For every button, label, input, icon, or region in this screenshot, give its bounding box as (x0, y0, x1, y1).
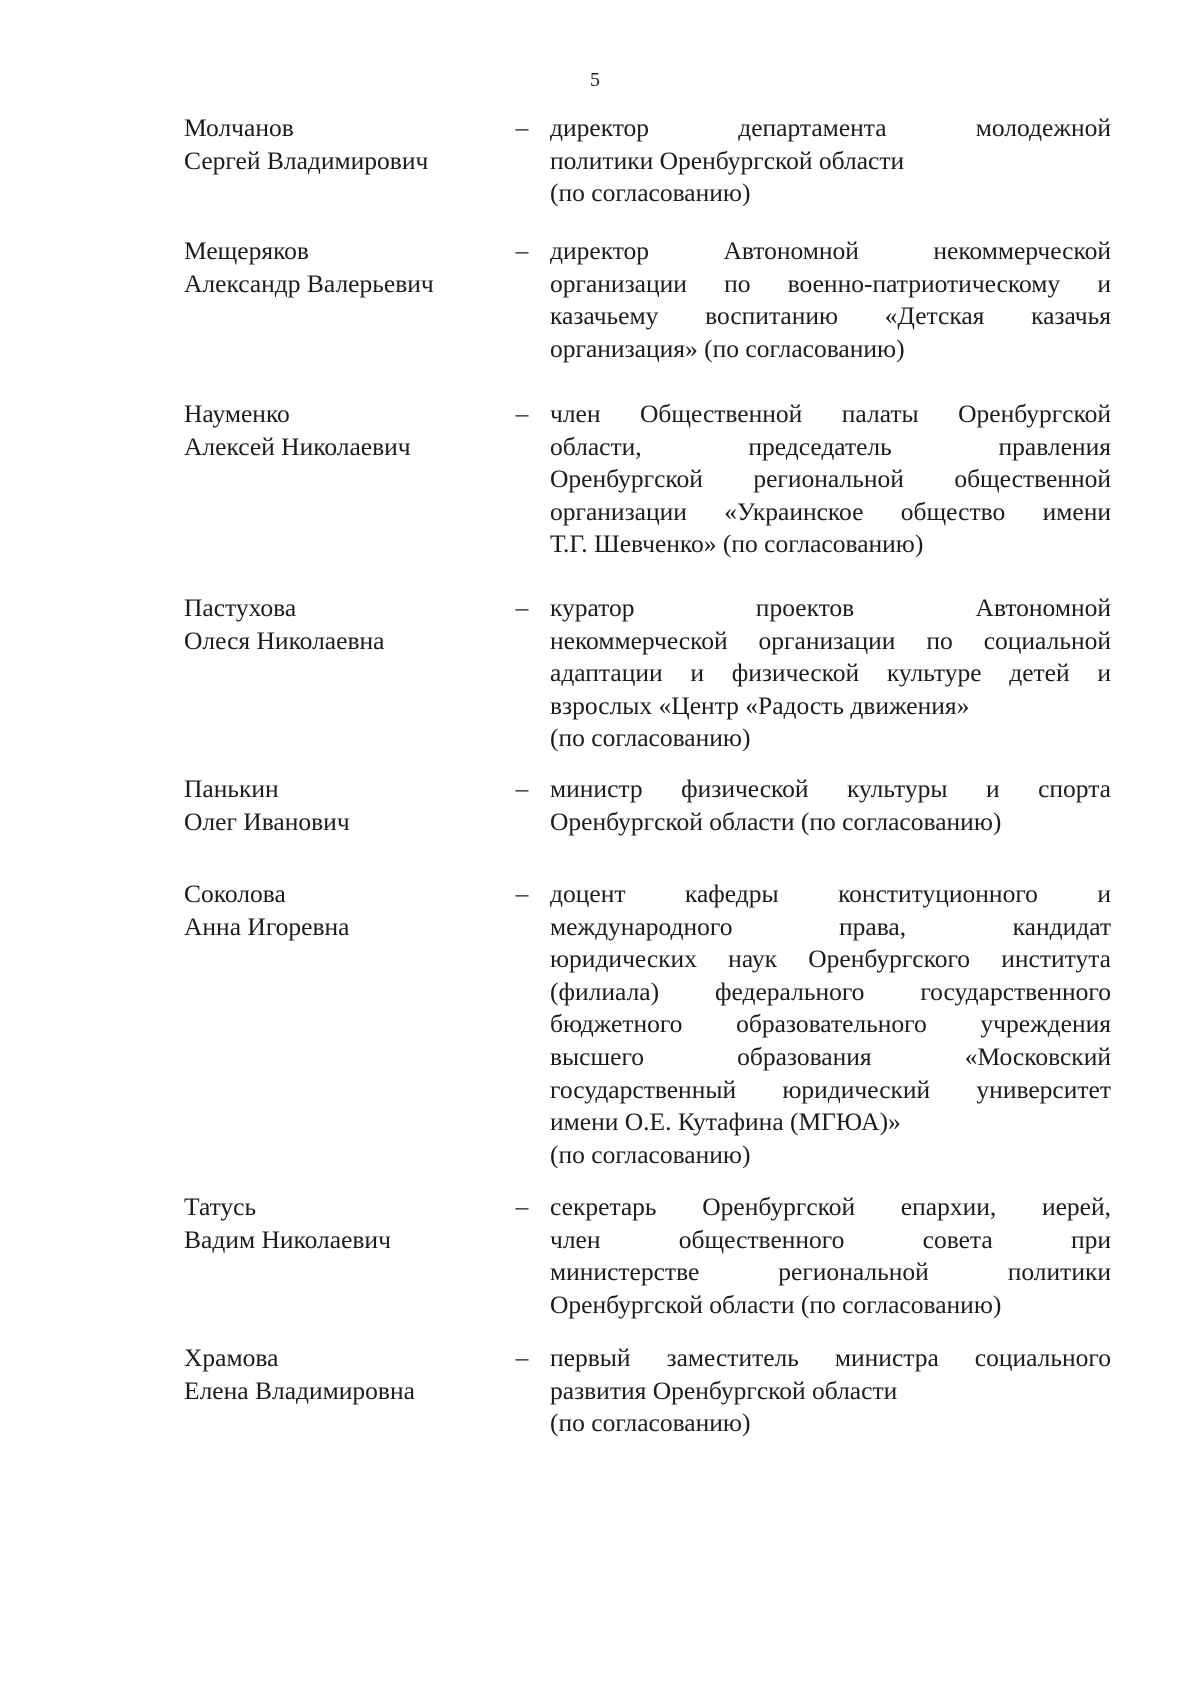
member-name (184, 773, 484, 838)
role-line: развития Оренбургской области (550, 1375, 898, 1405)
dash-separator: – (515, 1192, 529, 1221)
member-given-names: Олег Иванович (184, 806, 350, 836)
page-number: 5 (590, 69, 600, 91)
dash-separator: – (515, 399, 529, 428)
member-name (184, 112, 484, 177)
member-given-names: Александр Валерьевич (184, 268, 434, 298)
member-given-names: Алексей Николаевич (184, 431, 411, 461)
member-surname: Панькин (184, 774, 279, 803)
member-role (550, 398, 1111, 561)
role-line: доцент кафедры конституционного и (550, 879, 1111, 908)
role-line: казачьему воспитанию «Детская казачья (550, 301, 1111, 331)
member-surname: Молчанов (184, 113, 294, 142)
dash-separator: – (515, 593, 529, 622)
role-line: имени О.Е. Кутафина (МГЮА)» (550, 1107, 901, 1137)
role-line: адаптации и физической культуре детей и (550, 658, 1111, 688)
member-role (550, 112, 1111, 210)
member-role (550, 773, 1111, 838)
role-line: области, председатель правления (550, 431, 1111, 461)
member-given-names: Вадим Николаевич (184, 1224, 391, 1254)
role-line: организации «Украинское общество имени (550, 496, 1111, 526)
member-role (550, 235, 1111, 365)
role-line: взрослых «Центр «Радость движения» (550, 690, 970, 720)
role-line: (по согласованию) (550, 1139, 751, 1169)
member-surname: Пастухова (184, 593, 297, 622)
member-given-names: Олеся Николаевна (184, 625, 385, 655)
role-line: Оренбургской области (по согласованию) (550, 806, 1002, 836)
role-line: организация» (по согласованию) (550, 333, 905, 363)
member-given-names: Сергей Владимирович (184, 145, 429, 175)
member-role (550, 1342, 1111, 1440)
role-line: государственный юридический университет (550, 1074, 1111, 1104)
dash-separator: – (515, 774, 529, 803)
role-line: член общественного совета при (550, 1224, 1111, 1254)
role-line: куратор проектов Автономной (550, 593, 1111, 622)
role-line: организации по военно-патриотическому и (550, 268, 1111, 298)
role-line: международного права, кандидат (550, 911, 1111, 941)
role-line: юридических наук Оренбургского института (550, 944, 1111, 974)
member-name (184, 878, 484, 943)
member-role (550, 1191, 1111, 1321)
role-line: (филиала) федерального государственного (550, 976, 1111, 1006)
member-given-names: Елена Владимировна (184, 1375, 415, 1405)
role-line: секретарь Оренбургской епархии, иерей, (550, 1192, 1111, 1221)
role-line: член Общественной палаты Оренбургской (550, 399, 1111, 428)
member-surname: Храмова (184, 1343, 279, 1372)
role-line: политики Оренбургской области (550, 145, 905, 175)
role-line: (по согласованию) (550, 178, 751, 208)
member-surname: Мещеряков (184, 236, 309, 265)
member-name (184, 1191, 484, 1256)
role-line: Т.Г. Шевченко» (по согласованию) (550, 529, 924, 559)
dash-separator: – (515, 879, 529, 908)
role-line: Оренбургской области (по согласованию) (550, 1289, 1002, 1319)
member-surname: Соколова (184, 879, 286, 908)
role-line: директор департамента молодежной (550, 113, 1111, 142)
role-line: (по согласованию) (550, 723, 751, 753)
role-line: бюджетного образовательного учреждения (550, 1009, 1111, 1039)
dash-separator: – (515, 1343, 529, 1372)
member-name (184, 1342, 484, 1407)
dash-separator: – (515, 236, 529, 265)
member-name (184, 398, 484, 463)
role-line: (по согласованию) (550, 1408, 751, 1438)
role-line: министерстве региональной политики (550, 1257, 1111, 1287)
member-surname: Науменко (184, 399, 290, 428)
member-surname: Татусь (184, 1192, 257, 1221)
role-line: высшего образования «Московский (550, 1041, 1111, 1071)
dash-separator: – (515, 113, 529, 142)
member-name (184, 235, 484, 300)
role-line: директор Автономной некоммерческой (550, 236, 1111, 265)
member-role (550, 592, 1111, 755)
member-role (550, 878, 1111, 1171)
member-given-names: Анна Игоревна (184, 911, 350, 941)
role-line: министр физической культуры и спорта (550, 774, 1111, 803)
role-line: Оренбургской региональной общественной (550, 464, 1111, 494)
role-line: некоммерческой организации по социальной (550, 625, 1111, 655)
member-name (184, 592, 484, 657)
role-line: первый заместитель министра социального (550, 1343, 1111, 1372)
